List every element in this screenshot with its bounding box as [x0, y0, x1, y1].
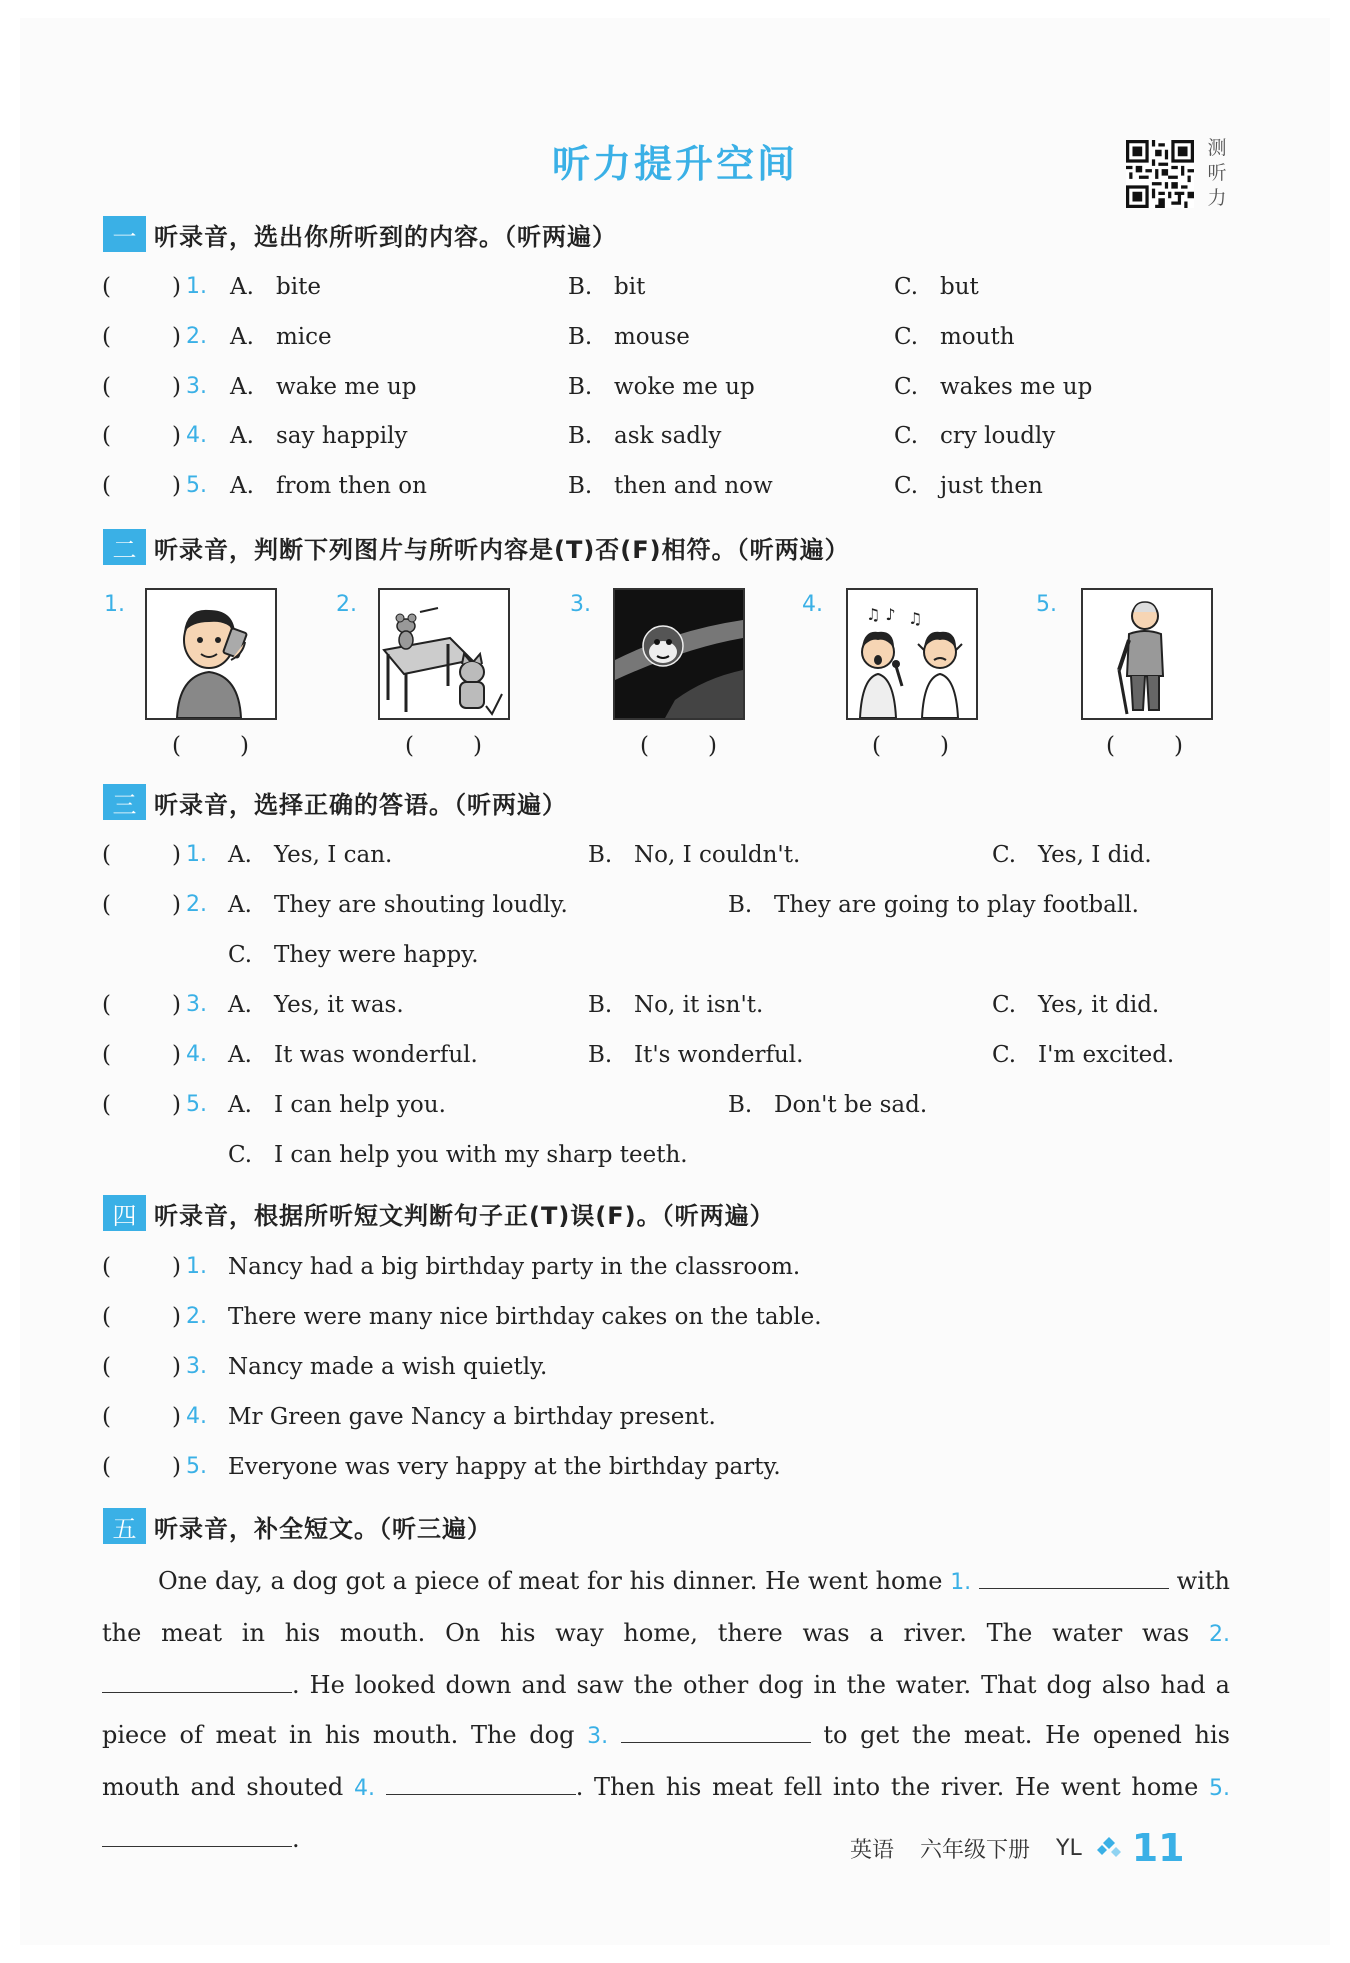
- blank-3-input[interactable]: [621, 1718, 811, 1743]
- section-badge: 四: [103, 1195, 146, 1231]
- page-title: 听力提升空间: [551, 142, 798, 186]
- answer-paren-open[interactable]: (: [102, 423, 111, 449]
- option-b-text: No, I couldn't.: [634, 842, 801, 868]
- answer-paren-close: ): [172, 992, 181, 1018]
- answer-paren-close: ): [940, 733, 949, 759]
- picture-mouse-cat-table: [378, 588, 510, 720]
- page-number: 11: [1131, 1826, 1185, 1870]
- option-c-text: but: [940, 274, 979, 300]
- option-c-text: I can help you with my sharp teeth.: [274, 1142, 688, 1168]
- answer-paren-close: ): [172, 1404, 181, 1430]
- option-b-text: They are going to play football.: [774, 892, 1139, 918]
- svg-text:♫ ♪: ♫ ♪: [866, 605, 896, 624]
- blank-number: 5.: [1209, 1776, 1230, 1801]
- question-number: 3.: [186, 1354, 207, 1379]
- blank-number: 1.: [950, 1570, 972, 1595]
- option-b-text: ask sadly: [614, 423, 722, 449]
- section-badge: 一: [103, 216, 146, 252]
- answer-paren-open[interactable]: (: [102, 1304, 111, 1330]
- option-a-text: Yes, it was.: [274, 992, 404, 1018]
- option-a-label: A.: [230, 274, 254, 300]
- answer-paren-open[interactable]: (: [102, 1454, 111, 1480]
- option-c-label: C.: [992, 992, 1017, 1018]
- option-a-label: A.: [230, 324, 254, 350]
- option-b-label: B.: [728, 892, 753, 918]
- question-number: 1.: [186, 1254, 207, 1279]
- option-a-text: Yes, I can.: [274, 842, 393, 868]
- answer-paren-open[interactable]: (: [102, 1254, 111, 1280]
- option-a-text: say happily: [276, 423, 408, 449]
- picture-number: 2.: [336, 592, 357, 617]
- section-1-header: [103, 214, 617, 254]
- picture-row: [0, 580, 1350, 760]
- option-a-text: They are shouting loudly.: [274, 892, 568, 918]
- option-b-text: No, it isn't.: [634, 992, 764, 1018]
- answer-paren-close: ): [172, 423, 181, 449]
- option-b-label: B.: [568, 423, 593, 449]
- option-b-text: It's wonderful.: [634, 1042, 804, 1068]
- question-number: 2.: [186, 324, 207, 349]
- option-a-label: A.: [228, 1092, 252, 1118]
- blank-number: 2.: [1209, 1622, 1230, 1647]
- passage-text: to get the meat. He opened his mouth and shouted: [102, 1721, 1230, 1801]
- question-number: 3.: [186, 992, 207, 1017]
- answer-paren-close: ): [172, 1042, 181, 1068]
- section-4-header: [103, 1193, 775, 1233]
- answer-paren-open[interactable]: (: [102, 892, 111, 918]
- option-c-text: I'm excited.: [1038, 1042, 1175, 1068]
- statement-text: Nancy had a big birthday party in the classroom.: [228, 1254, 801, 1280]
- picture-number: 3.: [570, 592, 591, 617]
- qr-code-icon: [1126, 140, 1194, 208]
- blank-1-input[interactable]: [979, 1564, 1169, 1589]
- answer-paren-close: ): [172, 1304, 181, 1330]
- section-badge: 二: [103, 529, 146, 565]
- option-c-label: C.: [894, 374, 919, 400]
- section-instruction: 听录音，根据所听短文判断句子正(T)误(F)。（听两遍）: [154, 1201, 775, 1230]
- question-number: 3.: [186, 374, 207, 399]
- question-number: 1.: [186, 274, 207, 299]
- passage-text: .: [292, 1825, 300, 1853]
- footer-subject: 英语: [850, 1837, 895, 1863]
- section-badge: 三: [103, 784, 146, 820]
- qr-label: 测听力: [1207, 137, 1227, 209]
- option-b-label: B.: [588, 992, 613, 1018]
- section-instruction: 听录音，判断下列图片与所听内容是(T)否(F)相符。（听两遍）: [154, 535, 850, 564]
- question-number: 4.: [186, 423, 207, 448]
- picture-number: 5.: [1036, 592, 1057, 617]
- answer-paren-open[interactable]: (: [102, 374, 111, 400]
- answer-paren-open[interactable]: (: [102, 1092, 111, 1118]
- answer-paren-close: ): [172, 1254, 181, 1280]
- answer-paren-open[interactable]: (: [172, 733, 181, 759]
- option-c-label: C.: [894, 423, 919, 449]
- option-a-text: I can help you.: [274, 1092, 446, 1118]
- answer-paren-open[interactable]: (: [102, 842, 111, 868]
- question-number: 5.: [186, 473, 207, 498]
- section-2-header: [103, 527, 850, 567]
- option-a-text: It was wonderful.: [274, 1042, 478, 1068]
- blank-5-input[interactable]: [102, 1822, 292, 1847]
- answer-paren-open[interactable]: (: [872, 733, 881, 759]
- answer-paren-close: ): [240, 733, 249, 759]
- answer-paren-open[interactable]: (: [102, 992, 111, 1018]
- option-c-text: Yes, I did.: [1038, 842, 1152, 868]
- option-c-text: They were happy.: [274, 942, 479, 968]
- option-a-label: A.: [230, 473, 254, 499]
- question-number: 5.: [186, 1454, 207, 1479]
- option-a-text: wake me up: [276, 374, 417, 400]
- passage-text: One day, a dog got a piece of meat for his dinner. He went home: [158, 1567, 951, 1595]
- section-instruction: 听录音，选择正确的答语。（听两遍）: [154, 790, 567, 819]
- diamond-icon: [1096, 1835, 1122, 1861]
- section-badge: 五: [103, 1508, 146, 1544]
- section-3-header: [103, 782, 567, 822]
- statement-text: Mr Green gave Nancy a birthday present.: [228, 1404, 716, 1430]
- option-b-text: bit: [614, 274, 646, 300]
- question-number: 2.: [186, 1304, 207, 1329]
- option-a-text: mice: [276, 324, 332, 350]
- answer-paren-open[interactable]: (: [405, 733, 414, 759]
- answer-paren-open[interactable]: (: [102, 1042, 111, 1068]
- option-a-label: A.: [228, 842, 252, 868]
- answer-paren-open[interactable]: (: [1106, 733, 1115, 759]
- answer-paren-close: ): [172, 1454, 181, 1480]
- cloze-passage: [102, 1556, 1230, 1864]
- section-instruction: 听录音，选出你所听到的内容。（听两遍）: [154, 222, 617, 251]
- question-number: 1.: [186, 842, 207, 867]
- answer-paren-open[interactable]: (: [102, 1354, 111, 1380]
- statement-text: Everyone was very happy at the birthday party.: [228, 1454, 781, 1480]
- option-a-label: A.: [228, 892, 252, 918]
- option-b-label: B.: [568, 274, 593, 300]
- option-c-label: C.: [894, 274, 919, 300]
- section-5-header: [103, 1506, 492, 1546]
- option-b-label: B.: [568, 473, 593, 499]
- answer-paren-close: ): [172, 324, 181, 350]
- passage-text: with the meat in his mouth. On his way home, there was a river. The water was: [102, 1567, 1230, 1647]
- option-c-text: cry loudly: [940, 423, 1056, 449]
- picture-boy-phone: [145, 588, 277, 720]
- answer-paren-close: ): [172, 274, 181, 300]
- answer-paren-open[interactable]: (: [102, 473, 111, 499]
- option-b-label: B.: [728, 1092, 753, 1118]
- blank-4-input[interactable]: [386, 1770, 576, 1795]
- answer-paren-close: ): [708, 733, 717, 759]
- option-a-label: A.: [230, 374, 254, 400]
- picture-monkey-dark: [613, 588, 745, 720]
- option-a-label: A.: [230, 423, 254, 449]
- option-a-label: A.: [228, 992, 252, 1018]
- option-b-text: mouse: [614, 324, 690, 350]
- option-b-label: B.: [588, 842, 613, 868]
- option-b-label: B.: [568, 374, 593, 400]
- answer-paren-close: ): [172, 473, 181, 499]
- page-footer: [850, 1826, 1185, 1870]
- option-c-label: C.: [992, 842, 1017, 868]
- picture-boys-singing: [846, 588, 978, 720]
- answer-paren-open[interactable]: (: [102, 324, 111, 350]
- statement-text: Nancy made a wish quietly.: [228, 1354, 548, 1380]
- answer-paren-close: ): [473, 733, 482, 759]
- blank-2-input[interactable]: [102, 1668, 292, 1693]
- answer-paren-close: ): [1174, 733, 1183, 759]
- answer-paren-open[interactable]: (: [102, 1404, 111, 1430]
- option-c-label: C.: [992, 1042, 1017, 1068]
- option-c-label: C.: [894, 324, 919, 350]
- option-b-label: B.: [568, 324, 593, 350]
- question-number: 2.: [186, 892, 207, 917]
- blank-number: 4.: [353, 1776, 375, 1801]
- statement-text: There were many nice birthday cakes on the table.: [228, 1304, 822, 1330]
- question-number: 4.: [186, 1404, 207, 1429]
- answer-paren-open[interactable]: (: [102, 274, 111, 300]
- question-number: 5.: [186, 1092, 207, 1117]
- svg-text:♫: ♫: [908, 609, 923, 628]
- option-b-text: Don't be sad.: [774, 1092, 928, 1118]
- answer-paren-close: ): [172, 892, 181, 918]
- option-c-label: C.: [894, 473, 919, 499]
- blank-number: 3.: [587, 1724, 609, 1749]
- option-b-text: then and now: [614, 473, 773, 499]
- answer-paren-open[interactable]: (: [640, 733, 649, 759]
- section-instruction: 听录音，补全短文。（听三遍）: [154, 1514, 492, 1543]
- footer-code: YL: [1056, 1835, 1082, 1861]
- option-c-text: Yes, it did.: [1038, 992, 1160, 1018]
- option-a-label: A.: [228, 1042, 252, 1068]
- answer-paren-close: ): [172, 374, 181, 400]
- footer-grade: 六年级下册: [920, 1837, 1031, 1863]
- answer-paren-close: ): [172, 1354, 181, 1380]
- passage-text: . Then his meat fell into the river. He went home: [575, 1773, 1209, 1801]
- answer-paren-close: ): [172, 1092, 181, 1118]
- option-c-label: C.: [228, 942, 253, 968]
- option-c-label: C.: [228, 1142, 253, 1168]
- answer-paren-close: ): [172, 842, 181, 868]
- option-c-text: just then: [940, 473, 1043, 499]
- option-a-text: bite: [276, 274, 321, 300]
- picture-number: 4.: [802, 592, 823, 617]
- question-number: 4.: [186, 1042, 207, 1067]
- picture-number: 1.: [104, 592, 125, 617]
- option-a-text: from then on: [276, 473, 427, 499]
- option-c-text: wakes me up: [940, 374, 1093, 400]
- option-b-label: B.: [588, 1042, 613, 1068]
- option-b-text: woke me up: [614, 374, 755, 400]
- picture-old-man-cane: [1081, 588, 1213, 720]
- passage-text: . He looked down and saw the other dog in the water. That dog also had a piece of meat in his mouth. The dog: [102, 1671, 1230, 1749]
- option-c-text: mouth: [940, 324, 1015, 350]
